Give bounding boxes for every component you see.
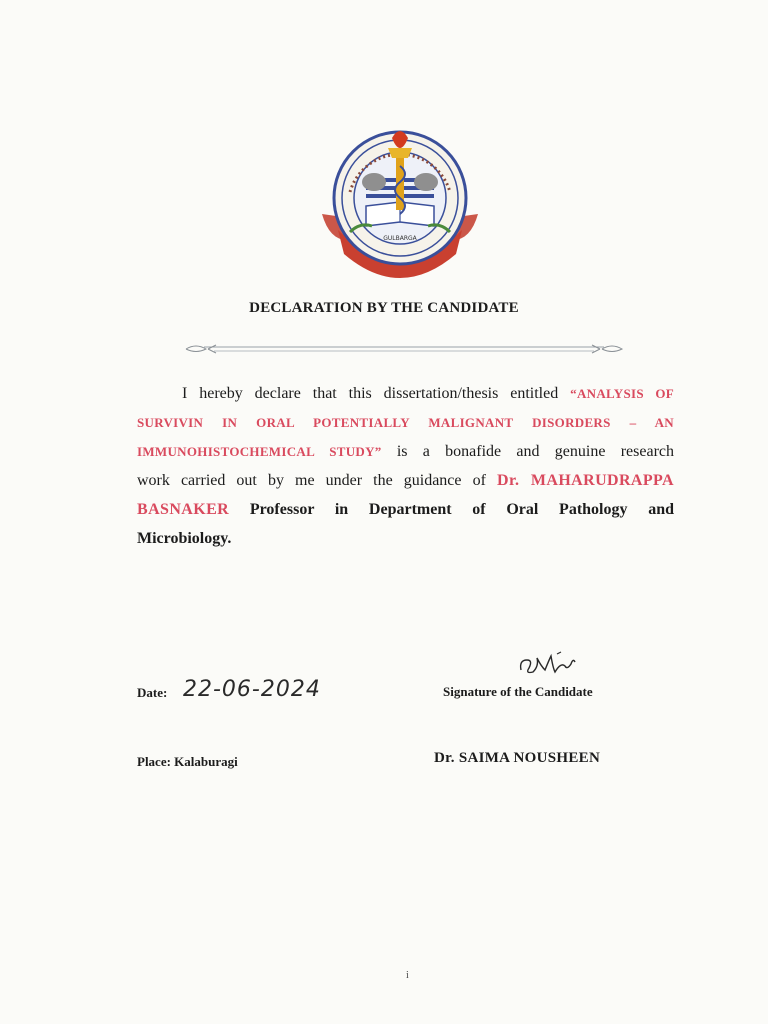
thesis-title-part-1: “ANALYSIS OF bbox=[570, 386, 674, 401]
declaration-after-title: is a bonafide and genuine research bbox=[396, 443, 675, 460]
guide-role-end: Microbiology. bbox=[137, 530, 232, 547]
signature-label: Signature of the Candidate bbox=[443, 684, 593, 699]
page-number: i bbox=[406, 970, 409, 981]
declaration-line-4 bbox=[137, 466, 674, 495]
svg-text:GULBARGA: GULBARGA bbox=[383, 235, 417, 242]
guide-name-part-1: Dr. MAHARUDRAPPA bbox=[497, 472, 675, 489]
thesis-title-part-3: IMMUNOHISTOCHEMICAL STUDY” bbox=[137, 444, 382, 459]
candidate-name: Dr. SAIMA NOUSHEEN bbox=[434, 750, 601, 766]
declaration-line-2 bbox=[137, 408, 674, 437]
thesis-title-part-2: SURVIVIN IN ORAL POTENTIALLY MALIGNANT DISORDERS – AN bbox=[137, 415, 674, 430]
institution-emblem bbox=[310, 122, 490, 290]
declaration-line-6 bbox=[137, 524, 674, 553]
declaration-guidance-text: work carried out by me under the guidance of bbox=[137, 472, 486, 489]
guide-role: Professor in Department of Oral Pathology and bbox=[249, 501, 675, 518]
declaration-intro: I hereby declare that this dissertation/thesis entitled bbox=[182, 385, 559, 402]
place-label: Place: Kalaburagi bbox=[137, 754, 238, 769]
date-value: 22-06-2024 bbox=[183, 677, 321, 702]
declaration-line-1 bbox=[137, 379, 674, 408]
declaration-paragraph bbox=[137, 379, 674, 553]
decorative-divider bbox=[184, 340, 624, 360]
handwritten-signature bbox=[515, 648, 585, 680]
declaration-line-3 bbox=[137, 437, 674, 466]
declaration-line-5 bbox=[137, 495, 674, 524]
page-title: DECLARATION BY THE CANDIDATE bbox=[249, 300, 519, 316]
guide-name-part-2: BASNAKER bbox=[137, 501, 230, 518]
date-label: Date: bbox=[137, 685, 168, 700]
